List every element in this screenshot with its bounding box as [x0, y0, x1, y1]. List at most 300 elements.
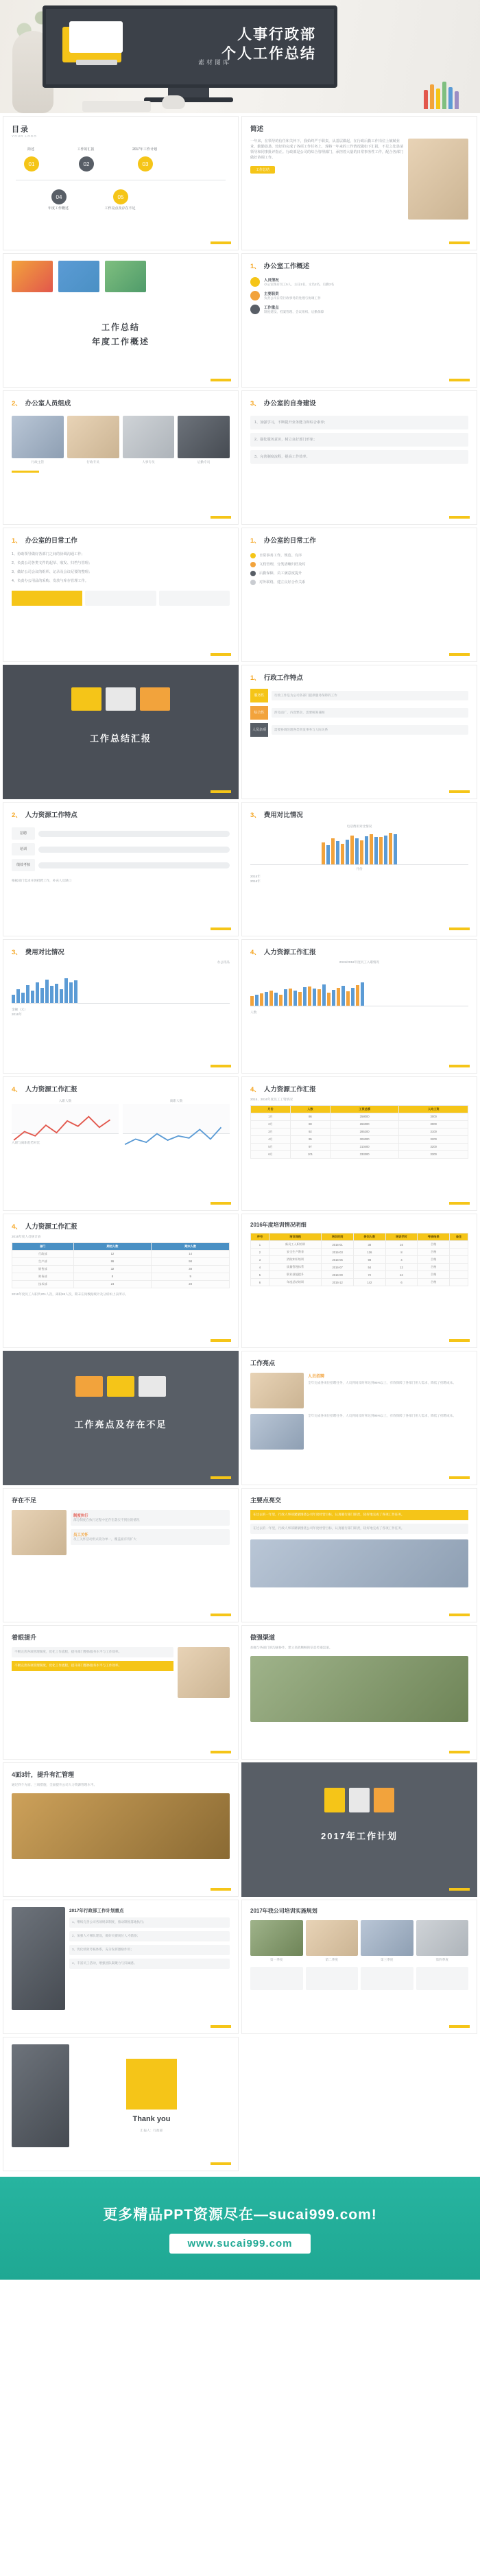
- table-cell: 14: [152, 1250, 230, 1257]
- slide-section-banner-summary[interactable]: [3, 665, 239, 799]
- slide-accent: [449, 1339, 470, 1342]
- promotion-photo: [178, 1647, 230, 1698]
- point-text: 在过去的一年里，行政人事部紧紧围绕公司年度经营目标，认真履行部门职责，较好地完成了各项工作任务。: [253, 1526, 405, 1530]
- slide-title: [12, 1221, 230, 1231]
- bullet-icon: [250, 571, 256, 576]
- slide-main-points[interactable]: [241, 1488, 477, 1622]
- slide-self-construction[interactable]: [241, 390, 477, 525]
- item-key: 制度执行: [73, 1514, 88, 1518]
- table-cell: 3300: [399, 1150, 468, 1158]
- table-cell: 12: [73, 1250, 152, 1257]
- chart-title: 办公用品: [217, 960, 230, 964]
- slide-title-text: 办公室的日常工作: [25, 537, 77, 545]
- table-cell: 合格: [418, 1279, 450, 1286]
- paper-icon: [106, 687, 136, 711]
- point-text: 4、负责办公用品的采购、发放与库存管理工作。: [12, 579, 88, 584]
- person-icon: [250, 277, 260, 287]
- slide-title-text: 办公室的日常工作: [263, 537, 316, 545]
- slide-year-overview[interactable]: 工作总结 年度工作概述: [3, 253, 239, 388]
- table-row: [251, 1150, 468, 1158]
- slide-office-daily[interactable]: [3, 528, 239, 662]
- slide-grid: [0, 113, 480, 2171]
- table-cell: 财务部: [12, 1273, 74, 1280]
- table-cell: 8: [73, 1273, 152, 1280]
- table-cell: 3200: [399, 1135, 468, 1143]
- table-row: [251, 1271, 468, 1279]
- list-item: [250, 433, 468, 447]
- point-text: 1、继续完善公司各项规章制度，推动制度落地执行；: [72, 1920, 147, 1924]
- slide-title: [12, 535, 230, 545]
- chart-xlabel: 月份: [356, 866, 363, 871]
- point-text: 3、优化绩效考核体系，充分发挥激励作用；: [72, 1947, 134, 1951]
- accent-block: [159, 591, 230, 606]
- slide-section-banner-plan[interactable]: [241, 1762, 477, 1897]
- artwork-white-shape: [69, 21, 123, 53]
- feature-row: [12, 843, 230, 855]
- slide-number: 3、: [250, 400, 261, 407]
- slide-title: [250, 1084, 468, 1094]
- slide-title-text: 2017年我公司培训实施规划: [250, 1908, 317, 1914]
- bullet-icon: [250, 562, 256, 567]
- item-value: 办公室现有员工5人，主任1名，文员2名，后勤2名: [264, 283, 335, 286]
- table-cell: 126: [353, 1249, 385, 1256]
- table-cell: 4: [251, 1264, 269, 1271]
- slide-channels[interactable]: [241, 1625, 477, 1760]
- toc-logo-text: YOUR LOGO: [12, 134, 37, 138]
- feature-value: 涉及面广，内容繁杂，需要统筹兼顾: [274, 710, 325, 714]
- shortcoming-item: [71, 1529, 230, 1545]
- table-row: [251, 1241, 468, 1249]
- table-header-row: [251, 1233, 468, 1241]
- accent-block: [12, 591, 82, 606]
- table-header-cell: 月份: [251, 1105, 291, 1113]
- table-cell: 101: [290, 1150, 330, 1158]
- slide-title-text: 简述: [250, 126, 264, 133]
- slide-office-detail[interactable]: [241, 528, 477, 662]
- toc-node-5[interactable]: [113, 189, 128, 204]
- toc-node-num: 04: [56, 193, 62, 200]
- table-cell: 3000: [399, 1113, 468, 1120]
- cover-subtitle: 素材图库: [197, 59, 231, 66]
- table-cell: 3100: [399, 1128, 468, 1135]
- point-block: [12, 1647, 173, 1657]
- point-block: [250, 1510, 468, 1520]
- feature-row: [250, 723, 468, 737]
- table-header-cell: 人均工资: [399, 1105, 468, 1113]
- toc-label-1: 简述: [27, 147, 34, 152]
- accent-block: [85, 591, 156, 606]
- plan-note-block: [361, 1967, 413, 1990]
- table-cell: 6: [385, 1279, 418, 1286]
- table-cell: 安全生产教育: [269, 1249, 321, 1256]
- table-note: 2016年度员工入职共201人次，离职86人次，期末在岗数据统计及分析如上表所示。: [12, 1292, 128, 1296]
- slide-title-text: 人力资源工作汇报: [25, 1223, 77, 1231]
- slide-hr-table-blue[interactable]: [3, 1214, 239, 1348]
- table-cell: 5: [251, 1271, 269, 1279]
- table-cell: 3200: [399, 1143, 468, 1150]
- slide-accent: [211, 241, 231, 244]
- table-cell: 88: [290, 1120, 330, 1128]
- table-cell: 258000: [330, 1113, 399, 1120]
- line-path: [12, 1104, 119, 1151]
- feature-row: [12, 859, 230, 871]
- table-cell: 32: [73, 1265, 152, 1273]
- feature-value: 行政工作是为公司各部门提供服务保障的工作: [274, 693, 337, 697]
- table-cell: 新员工入职培训: [269, 1241, 321, 1249]
- slide-accent: [211, 1339, 231, 1342]
- table-header-cell: 培训学时: [385, 1233, 418, 1241]
- slide-work-highlights[interactable]: [241, 1351, 477, 1485]
- table-row: [251, 1256, 468, 1264]
- table-cell: 合格: [418, 1241, 450, 1249]
- table-header-cell: 培训课程: [269, 1233, 321, 1241]
- monitor-artwork: [58, 20, 134, 73]
- table-cell: 142: [353, 1279, 385, 1286]
- four-in-one-body: 通过四个方面、三项措施，全面提升公司人力资源管理水平。: [12, 1783, 97, 1786]
- table-cell: 销售部: [12, 1265, 74, 1273]
- footer-url-button[interactable]: www.sucai999.com: [169, 2234, 310, 2254]
- quarter-label: 第二季度: [325, 1958, 338, 1961]
- table-cell: 264000: [330, 1120, 399, 1128]
- slide-title-text: 2016年度培训情况明细: [250, 1222, 307, 1228]
- table-header-cell: 人数: [290, 1105, 330, 1113]
- cover-title-line1: 人事行政部: [237, 27, 316, 43]
- point-block: [250, 1524, 468, 1534]
- slide-number: 4、: [12, 1223, 22, 1231]
- slide-title-text: 做强渠道: [250, 1634, 276, 1641]
- point-text: 2、负责公司各类文件的起草、收发、归档与管理；: [12, 561, 93, 566]
- table-row: [12, 1280, 230, 1288]
- toc-label-2: 工作的汇报: [77, 147, 95, 152]
- feature-key: 人员杂项: [250, 723, 268, 737]
- clipboard-icon: [349, 1788, 370, 1812]
- table-cell: [450, 1256, 468, 1264]
- toc-node-1[interactable]: [24, 156, 39, 172]
- table-cell: 285200: [330, 1128, 399, 1135]
- slide-accent: [211, 1476, 231, 1479]
- feature-key: 综合性: [250, 706, 268, 720]
- table-cell: 24: [73, 1280, 152, 1288]
- slide-hr-report-bar[interactable]: [241, 939, 477, 1074]
- shortcoming-item: [71, 1510, 230, 1526]
- slide-training-table[interactable]: [241, 1214, 477, 1348]
- table-cell: [450, 1264, 468, 1271]
- table-cell: 54: [353, 1264, 385, 1271]
- slide-title-text: 工作亮点: [250, 1360, 276, 1367]
- table-title: 2016年度人员统计表: [12, 1235, 41, 1238]
- slide-accent: [449, 1614, 470, 1616]
- quarter-photo: [250, 1920, 303, 1956]
- table-cell: 3: [251, 1256, 269, 1264]
- table-cell: 95: [290, 1135, 330, 1143]
- slide-accent: [211, 1065, 231, 1067]
- slide-cost-chart[interactable]: [241, 802, 477, 936]
- table-cell: 38: [152, 1265, 230, 1273]
- slide-title: [250, 535, 468, 545]
- slide-accent: [449, 2025, 470, 2028]
- slide-cost-chart-detail[interactable]: [3, 939, 239, 1074]
- toc-label-3: 2017年工作计划: [132, 147, 158, 152]
- toc-node-3[interactable]: [138, 156, 153, 172]
- list-item: [250, 580, 468, 585]
- divider: [12, 471, 39, 473]
- table-cell: 合格: [418, 1264, 450, 1271]
- main-points-photo: [250, 1539, 468, 1587]
- staff-role: 后勤专员: [197, 460, 211, 464]
- highlight-body: 全年完成各岗位招聘任务，人员到岗及时率达到95%以上，有效保障了各部门用人需求，降低了招聘成本。: [308, 1414, 456, 1417]
- slide-number: 4、: [12, 1086, 22, 1094]
- table-cell: 技术部: [12, 1280, 74, 1288]
- table-header-cell: 工资总额: [330, 1105, 399, 1113]
- slide-accent: [449, 1476, 470, 1479]
- table-cell: 9: [152, 1273, 230, 1280]
- point-text: 对外联络，建立良好合作关系: [259, 580, 306, 585]
- channels-body: 加强与各部门的沟通协作，建立高效顺畅的信息传递渠道。: [250, 1646, 333, 1649]
- feature-key: 培训: [12, 843, 35, 855]
- feature-bar: [38, 831, 230, 837]
- slide-shortcomings[interactable]: [3, 1488, 239, 1622]
- slide-number: 1、: [12, 537, 22, 545]
- cover-title: [221, 25, 316, 64]
- table-cell: 4月: [251, 1135, 291, 1143]
- feature-bar: [38, 862, 230, 868]
- list-item: [250, 305, 468, 315]
- slide-plan-grid[interactable]: [241, 1900, 477, 2034]
- slide-admin-features[interactable]: [241, 665, 477, 799]
- plan-title: 2017年行政部工作计划重点: [69, 1909, 124, 1913]
- staff-photo: [12, 416, 64, 458]
- slide-accent: [211, 790, 231, 793]
- slide-number: 4、: [250, 949, 261, 956]
- table-cell: 行政部: [12, 1250, 74, 1257]
- table-cell: 合格: [418, 1256, 450, 1264]
- table-cell: 职业技能提升: [269, 1271, 321, 1279]
- slide-title-text: 人力资源工作汇报: [25, 1086, 77, 1094]
- table-cell: 38: [353, 1241, 385, 1249]
- intro-body: 一年来，在领导的信任和关怀下，我始终严于职责，从基层做起，在行政后勤工作岗位上兢兢业业，勤勤恳恳，较好的完成了各项工作任务上，现将一年来的工作情况做如下汇报，不足之处恳请领导和同事批评指正。行政部是公司的综合管理部门，承担着大量的日常事务性工作，配合各部门做好协调工作。: [250, 139, 404, 161]
- plan-note-block: [250, 1967, 303, 1990]
- cover-title-line2: 个人工作总结: [221, 46, 316, 62]
- four-in-one-photo: [12, 1793, 230, 1859]
- table-cell: 16: [385, 1241, 418, 1249]
- table-cell: 97: [290, 1143, 330, 1150]
- table-cell: 86: [73, 1257, 152, 1265]
- slide-accent: [449, 653, 470, 656]
- slide-title: [12, 810, 230, 819]
- point-text: 2、加强人才梯队建设，做好关键岗位人才储备；: [72, 1933, 141, 1937]
- data-table: [250, 1105, 468, 1159]
- slide-hr-features[interactable]: [3, 802, 239, 936]
- slide-office-overview[interactable]: [241, 253, 477, 388]
- item-key: 人员情况: [264, 279, 279, 283]
- table-cell: 8: [385, 1249, 418, 1256]
- toc-node-num: 02: [83, 161, 90, 167]
- slide-accent: [211, 1614, 231, 1616]
- table-row: [12, 1250, 230, 1257]
- slide-toc[interactable]: [3, 116, 239, 250]
- bullet-icon: [250, 580, 256, 585]
- table-cell: 6月: [251, 1150, 291, 1158]
- item-value: 制度建设、档案管理、会议组织、后勤保障: [264, 309, 324, 314]
- highlight-photo: [250, 1373, 304, 1408]
- slide-number: 3、: [12, 949, 22, 956]
- point-text: 不断完善各项管理制度，优化工作流程，提升部门整体服务水平与工作效率。: [14, 1650, 122, 1653]
- table-cell: 生产部: [12, 1257, 74, 1265]
- item-key: 工作重点: [264, 305, 279, 310]
- slide-number: 1、: [250, 263, 261, 270]
- table-row: [251, 1120, 468, 1128]
- point-text: 后勤保障，员工满意度提升: [259, 571, 302, 576]
- toc-node-num: 01: [28, 161, 35, 167]
- footer-banner: [0, 2177, 480, 2280]
- slide-thank-you[interactable]: [3, 2037, 239, 2171]
- slide-four-in-one[interactable]: [3, 1762, 239, 1897]
- item-key: 主要职责: [264, 292, 279, 296]
- table-cell: 92: [290, 1128, 330, 1135]
- slide-promotion[interactable]: [3, 1625, 239, 1760]
- feature-value: 需要协调处理各类突发事务与人际关系: [274, 727, 328, 731]
- chart-ylabel: 金额（元）: [12, 1007, 27, 1011]
- quarter-photo: [416, 1920, 469, 1956]
- slide-title: [12, 1084, 230, 1094]
- point-text: 不断完善各项管理制度，优化工作流程，提升部门整体服务水平与工作效率。: [14, 1663, 122, 1667]
- overview-illustration-2: [58, 261, 99, 292]
- staff-photo: [178, 416, 230, 458]
- slide-hr-tables[interactable]: [241, 1076, 477, 1211]
- toc-node-num: 05: [117, 193, 124, 200]
- table-cell: [450, 1241, 468, 1249]
- list-item: [250, 277, 468, 287]
- table-cell: 28: [152, 1280, 230, 1288]
- slide-intro[interactable]: [241, 116, 477, 250]
- slide-title-text: 办公室人员组成: [25, 400, 71, 407]
- point-text: 日常事务工作，规范、有序: [259, 554, 302, 558]
- slide-accent: [449, 927, 470, 930]
- slide-accent: [211, 2025, 231, 2028]
- table-row: [12, 1273, 230, 1280]
- thanks-accent-block: [126, 2059, 177, 2110]
- table-cell: 2016-01: [322, 1241, 354, 1249]
- staff-photo: [123, 416, 175, 458]
- box-icon: [75, 1376, 103, 1397]
- quarter-photo: [361, 1920, 413, 1956]
- thanks-title: Thank you: [132, 2114, 171, 2123]
- plan-note-block: [416, 1967, 469, 1990]
- table-cell: 3月: [251, 1128, 291, 1135]
- monitor-mockup: [43, 5, 337, 88]
- feature-key: 招聘: [12, 827, 35, 840]
- slide-accent: [449, 379, 470, 381]
- table-row: [251, 1113, 468, 1120]
- toc-node-2[interactable]: [79, 156, 94, 172]
- feature-note: 根据部门需求开展招聘工作，补充人员缺口: [12, 879, 72, 882]
- item-value: 员工关怀活动形式较为单一，覆盖面有待扩大: [73, 1537, 136, 1541]
- pencils-decoration: [424, 78, 468, 109]
- slide-number: 4、: [250, 1086, 261, 1094]
- slide-title-text: 着眼提升: [12, 1634, 37, 1641]
- table-header-row: [251, 1105, 468, 1113]
- chart-title: 电话费用对比情况: [346, 825, 372, 828]
- slide-title-text: 办公室工作概述: [263, 263, 310, 270]
- slide-number: 3、: [250, 812, 261, 819]
- table-row: [251, 1143, 468, 1150]
- artwork-base: [76, 60, 117, 65]
- table-row: [12, 1265, 230, 1273]
- slide-title-text: 主要点亮交: [250, 1497, 282, 1504]
- slide-accent: [211, 927, 231, 930]
- section-title: 工作亮点及存在不足: [74, 1419, 167, 1430]
- feature-row: [250, 689, 468, 702]
- quarter-label: 第三季度: [381, 1958, 394, 1961]
- bar-chart: [250, 969, 468, 1006]
- channels-photo: [250, 1656, 468, 1722]
- table-cell: 消防知识培训: [269, 1256, 321, 1264]
- toc-node-4[interactable]: [51, 189, 67, 204]
- line-path: [123, 1104, 230, 1151]
- bar-chart: [12, 968, 230, 1004]
- slide-title-text: 办公室的自身建设: [263, 400, 316, 407]
- table-row: [251, 1279, 468, 1286]
- slide-accent: [449, 1751, 470, 1753]
- chart-legend: 2016年: [12, 1012, 22, 1016]
- slide-accent: [449, 516, 470, 519]
- table-cell: 86: [290, 1113, 330, 1120]
- slide-title: [250, 810, 468, 819]
- table-cell: [450, 1279, 468, 1286]
- slide-accent: [211, 1751, 231, 1753]
- shortcoming-photo: [12, 1510, 67, 1555]
- table-header-cell: 期末人数: [152, 1242, 230, 1250]
- chart-icon: [374, 1788, 394, 1812]
- feature-row: [12, 827, 230, 840]
- chart-legend: 入职人数: [58, 1099, 72, 1102]
- section-title: 工作总结汇报: [89, 733, 152, 744]
- books-icon: [71, 687, 101, 711]
- table-header-cell: 期初人数: [73, 1242, 152, 1250]
- person-icon: [250, 305, 260, 314]
- plan-point: [69, 1945, 230, 1955]
- point-text: 1、加强学习，不断提升业务能力和综合素养；: [254, 421, 328, 425]
- plan-point: [69, 1917, 230, 1928]
- slide-hr-report-line[interactable]: [3, 1076, 239, 1211]
- slide-staff-members[interactable]: [3, 390, 239, 525]
- slide-title-text: 费用对比情况: [263, 812, 303, 819]
- pen-icon: [140, 687, 170, 711]
- chart-legend: 2016年: [250, 879, 261, 883]
- table-cell: 12: [385, 1264, 418, 1271]
- slide-accent: [211, 2162, 231, 2165]
- table-title: 2015、2016年度员工工资情况: [250, 1098, 293, 1101]
- intro-tag: 工作总结: [250, 166, 275, 174]
- table-header-cell: 序号: [251, 1233, 269, 1241]
- table-cell: 2016-12: [322, 1279, 354, 1286]
- slide-plan-detail[interactable]: [3, 1900, 239, 2034]
- highlight-body: 全年完成各岗位招聘任务，人员到岗及时率达到95%以上，有效保障了各部门用人需求，降低了招聘成本。: [308, 1381, 456, 1384]
- slide-title: [250, 398, 468, 407]
- slide-number: 2、: [12, 400, 22, 407]
- folder-icon: [107, 1376, 134, 1397]
- point-text: 文档管理，分类清晰归档及时: [259, 563, 306, 567]
- highlight-subtitle: 人员招聘: [308, 1375, 325, 1379]
- slide-number: 1、: [250, 537, 261, 545]
- data-table: [12, 1242, 230, 1288]
- list-item: [250, 553, 468, 558]
- calendar-icon: [324, 1788, 345, 1812]
- slide-section-banner-highlights[interactable]: [3, 1351, 239, 1485]
- overview-title: 工作总结: [101, 322, 140, 332]
- plan-point: [69, 1959, 230, 1969]
- intro-photo: [408, 139, 468, 220]
